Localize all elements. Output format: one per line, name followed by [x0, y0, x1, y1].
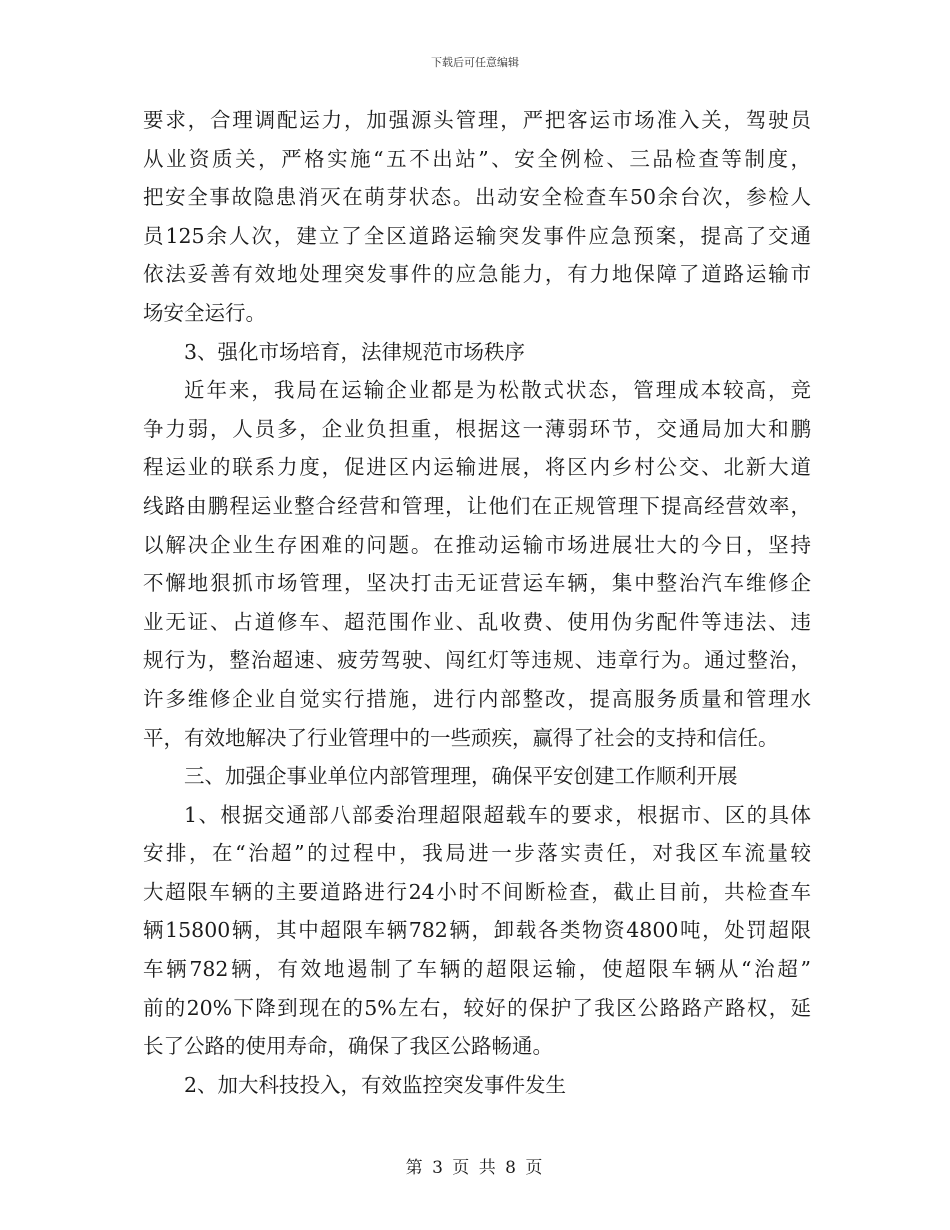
text-line: 3、强化市场培育，法律规范市场秩序 [184, 339, 526, 364]
text-line: 把安全事故隐患消灭在萌芽状态。出动安全检查车50余台次，参检人 [143, 185, 811, 210]
section-heading [143, 1066, 811, 1105]
text-line: 不懈地狠抓市场管理，坚决打击无证营运车辆，集中整治汽车维修企 [143, 571, 811, 596]
paragraph [143, 101, 811, 333]
page-number-footer: 第 3 页 共 8 页 [405, 1158, 545, 1178]
text-line: 依法妥善有效地处理突发事件的应急能力，有力地保障了道路运输市 [143, 262, 811, 287]
text-line: 许多维修企业自觉实行措施，进行内部整改，提高服务质量和管理水 [143, 686, 811, 711]
text-line: 近年来，我局在运输企业都是为松散式状态，管理成本较高，竞 [184, 378, 811, 403]
text-line: 要求，合理调配运力，加强源头管理，严把客运市场准入关，驾驶员 [143, 108, 811, 132]
section-heading [143, 757, 811, 796]
text-line: 从业资质关，严格实施“五不出站”、安全例检、三品检查等制度， [143, 146, 811, 171]
page-header: 下载后可任意编辑 [431, 56, 519, 69]
text-line: 车辆782辆，有效地遏制了车辆的超限运输，使超限车辆从“治超” [143, 957, 811, 982]
text-line: 前的20%下降到现在的5%左右，较好的保护了我区公路路产路权，延 [143, 995, 811, 1020]
text-line: 平，有效地解决了行业管理中的一些顽疾，赢得了社会的支持和信任。 [143, 725, 779, 750]
text-line: 场安全运行。 [143, 300, 266, 325]
paragraph [143, 371, 811, 757]
text-line: 安排，在“治超”的过程中，我局进一步落实责任，对我区车流量较 [143, 841, 811, 866]
text-line: 线路由鹏程运业整合经营和管理，让他们在正规管理下提高经营效率， [143, 493, 811, 518]
text-line: 辆15800辆，其中超限车辆782辆，卸载各类物资4800吨，处罚超限 [143, 918, 811, 943]
text-line: 业无证、占道修车、超范围作业、乱收费、使用伪劣配件等违法、违 [143, 609, 811, 634]
text-line: 三、加强企事业单位内部管理理，确保平安创建工作顺利开展 [184, 764, 738, 789]
text-line: 员125余人次，建立了全区道路运输突发事件应急预案，提高了交通 [143, 223, 811, 248]
text-line: 规行为，整治超速、疲劳驾驶、闯红灯等违规、违章行为。通过整治， [143, 648, 811, 673]
text-line: 以解决企业生存困难的问题。在推动运输市场进展壮大的今日，坚持 [143, 532, 811, 557]
section-heading [143, 333, 811, 372]
document-body [143, 101, 811, 1104]
text-line: 长了公路的使用寿命，确保了我区公路畅通。 [143, 1034, 553, 1059]
text-line: 争力弱，人员多，企业负担重，根据这一薄弱环节，交通局加大和鹏 [143, 416, 811, 441]
text-line: 大超限车辆的主要道路进行24小时不间断检查，截止目前，共检查车 [143, 879, 811, 904]
paragraph [143, 796, 811, 1066]
text-line: 程运业的联系力度，促进区内运输进展，将区内乡村公交、北新大道 [143, 455, 811, 480]
text-line: 2、加大科技投入，有效监控突发事件发生 [184, 1072, 567, 1097]
text-line: 1、根据交通部八部委治理超限超载车的要求，根据市、区的具体 [184, 802, 811, 827]
